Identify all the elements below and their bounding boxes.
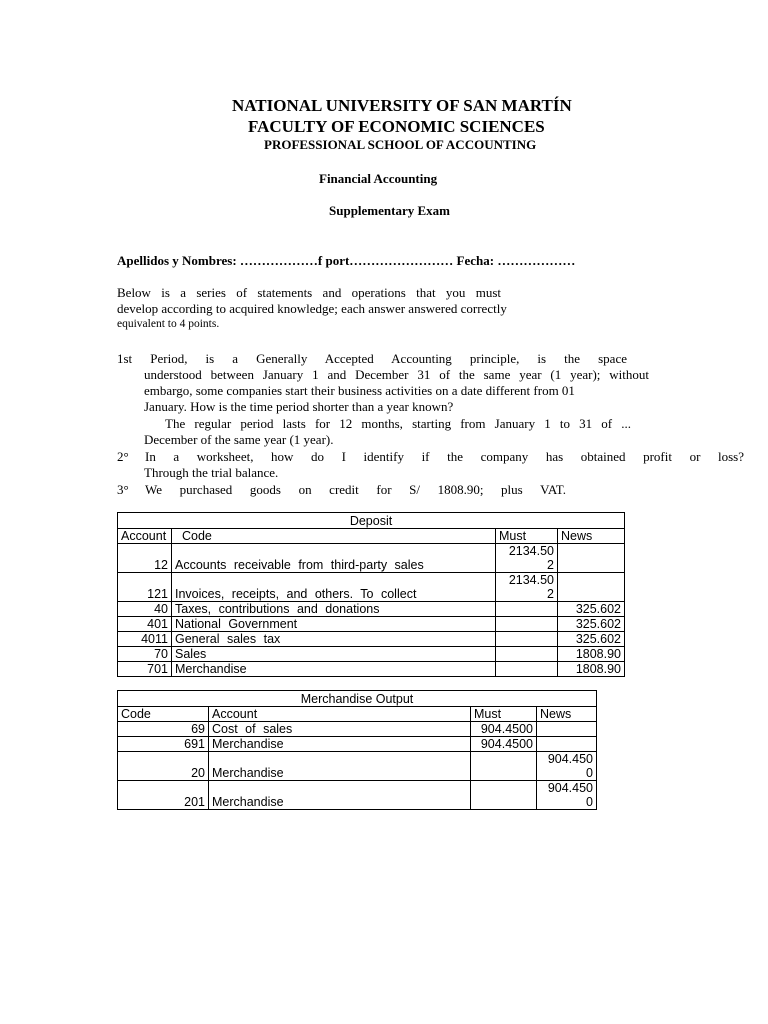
deposit-table-title: Deposit [118,513,625,529]
must-cell: 2134.50 2 [496,544,558,573]
table-row [118,781,597,810]
must-cell [496,602,558,617]
q1-line-3: embargo, some companies start their business activities on a date different from 01 [144,383,575,398]
code-cell: 201 [118,781,209,810]
header-must: Must [471,707,537,722]
code-cell: Accounts receivable from third-party sales [172,544,496,573]
news-cell: 325.602 [558,602,625,617]
header-must: Must [496,529,558,544]
q2-number: 2° [117,449,129,464]
header-account: Account [118,529,172,544]
intro-line-1: Below is a series of statements and operations that you must [117,285,501,300]
header-account: Account [209,707,471,722]
must-cell [471,752,537,781]
account-cell: 401 [118,617,172,632]
deposit-table-header [118,529,625,544]
table-row [118,752,597,781]
account-cell: 4011 [118,632,172,647]
news-cell: 904.450 0 [537,781,597,810]
output-table-title: Merchandise Output [118,691,597,707]
must-cell [496,662,558,677]
exam-title: Supplementary Exam [329,203,450,218]
news-cell [537,722,597,737]
account-cell: 40 [118,602,172,617]
deposit-table [117,512,625,677]
table-row [118,573,625,602]
q1-line-4: January. How is the time period shorter than a year known? [144,399,454,414]
code-cell: 20 [118,752,209,781]
must-cell [496,617,558,632]
q3-line-1: We purchased goods on credit for S/ 1808.90; plus VAT. [145,482,566,497]
code-cell: 691 [118,737,209,752]
q1-line-2: understood between January 1 and December 31 of the same year (1 year); without [144,367,649,382]
news-cell: 325.602 [558,632,625,647]
q1-answer-2: December of the same year (1 year). [144,432,334,447]
header-code: Code [118,707,209,722]
news-cell [558,544,625,573]
account-cell: 12 [118,544,172,573]
account-cell: 121 [118,573,172,602]
table-row [118,662,625,677]
output-table-header [118,707,597,722]
code-cell: Merchandise [172,662,496,677]
account-cell: Merchandise [209,752,471,781]
q1-answer-1: The regular period lasts for 12 months, starting from January 1 to 31 of ... [165,416,631,431]
news-cell: 1808.90 [558,647,625,662]
must-cell [496,647,558,662]
table-row [118,632,625,647]
table-row [118,647,625,662]
intro-line-3: equivalent to 4 points. [117,318,220,330]
news-cell [537,737,597,752]
code-cell: Invoices, receipts, and others. To collect [172,573,496,602]
account-cell: Merchandise [209,781,471,810]
code-cell: Taxes, contributions and donations [172,602,496,617]
account-cell: Cost of sales [209,722,471,737]
intro-line-2: develop according to acquired knowledge; each answer answered correctly [117,301,507,316]
account-cell: Merchandise [209,737,471,752]
news-cell: 1808.90 [558,662,625,677]
must-cell [471,781,537,810]
table-row [118,737,597,752]
news-cell: 904.450 0 [537,752,597,781]
q3-number: 3° [117,482,129,497]
must-cell: 904.4500 [471,737,537,752]
university-title: NATIONAL UNIVERSITY OF SAN MARTÍN [232,96,572,115]
table-row [118,722,597,737]
code-cell: National Government [172,617,496,632]
q2-line-1: In a worksheet, how do I identify if the company has obtained profit or loss? [145,449,744,464]
table-row [118,617,625,632]
account-cell: 701 [118,662,172,677]
course-title: Financial Accounting [319,171,438,186]
faculty-title: FACULTY OF ECONOMIC SCIENCES [248,117,545,136]
code-cell: 69 [118,722,209,737]
table-row [118,602,625,617]
merchandise-output-table [117,690,597,810]
q2-line-2: Through the trial balance. [144,465,279,480]
student-info-line: Apellidos y Nombres: ………………f port…………………… Fecha: ……………… [117,253,576,268]
must-cell: 2134.50 2 [496,573,558,602]
code-cell: General sales tax [172,632,496,647]
table-row [118,544,625,573]
header-news: News [537,707,597,722]
account-cell: 70 [118,647,172,662]
news-cell [558,573,625,602]
school-title: PROFESSIONAL SCHOOL OF ACCOUNTING [264,137,537,152]
q1-line-1: 1st Period, is a Generally Accepted Accounting principle, is the space [117,351,627,366]
code-cell: Sales [172,647,496,662]
header-code: Code [172,529,496,544]
must-cell: 904.4500 [471,722,537,737]
news-cell: 325.602 [558,617,625,632]
header-news: News [558,529,625,544]
must-cell [496,632,558,647]
